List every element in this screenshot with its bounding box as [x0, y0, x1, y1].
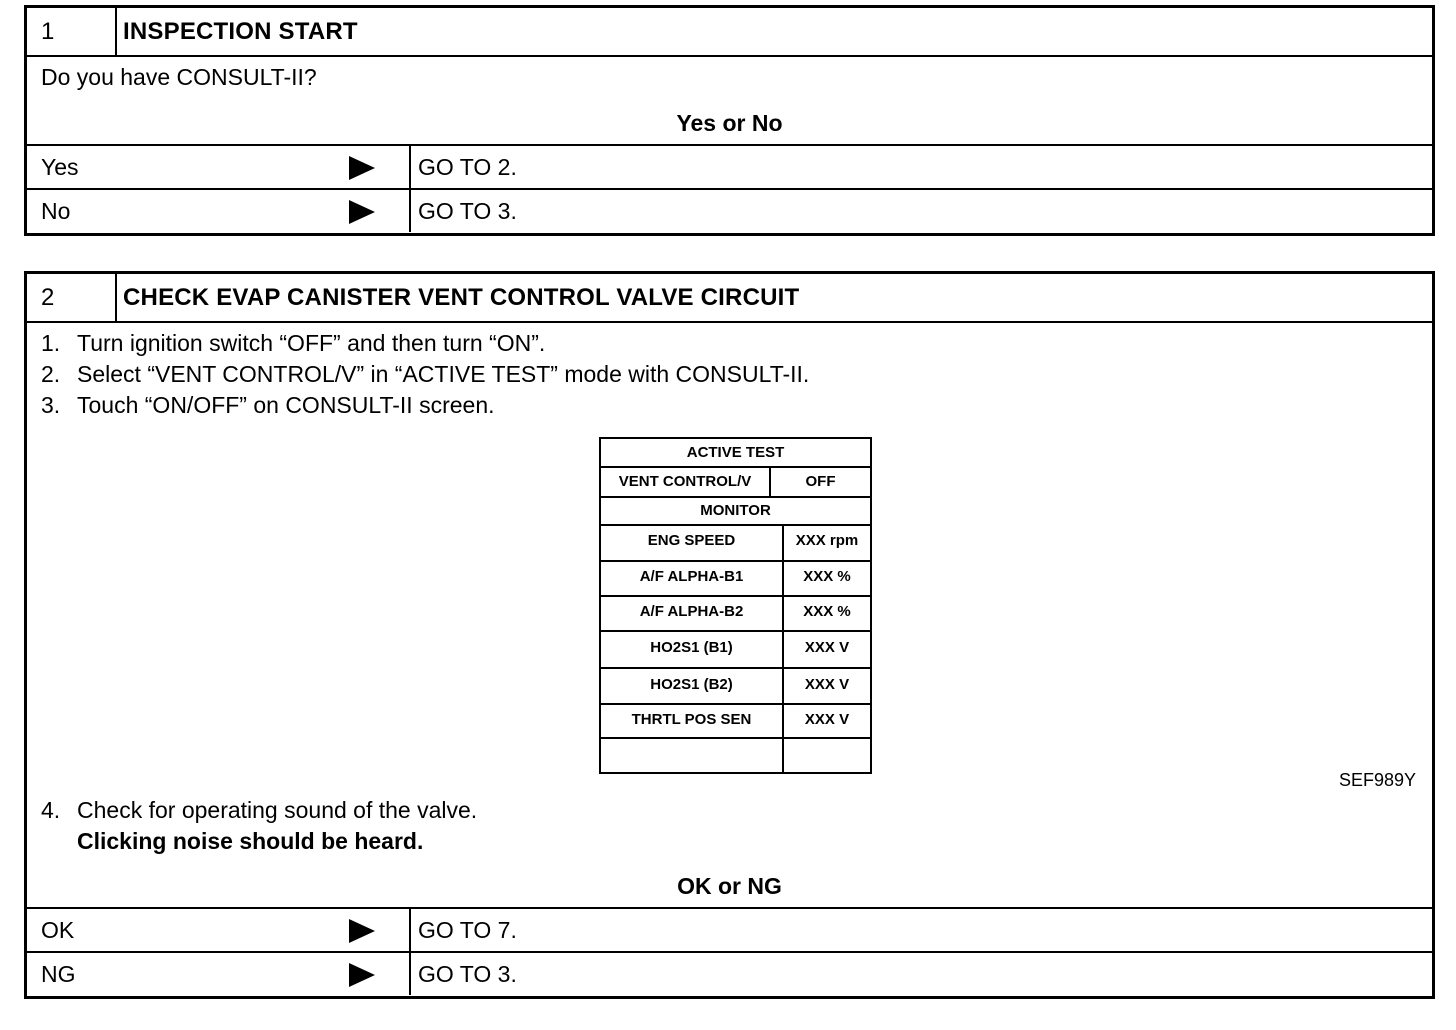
section-2-prompt: OK or NG	[677, 873, 782, 899]
monitor-item: A/F ALPHA-B1	[639, 568, 744, 585]
answer-divider	[409, 146, 411, 188]
monitor-item: HO2S1 (B1)	[650, 639, 733, 656]
answer-label: OK	[41, 917, 75, 943]
consult-test-item: VENT CONTROL/V	[618, 473, 752, 490]
answer-label: No	[41, 198, 71, 224]
consult-monitor-label: MONITOR	[700, 502, 771, 519]
answer-goto: GO TO 2.	[418, 154, 517, 180]
monitor-item: THRTL POS SEN	[631, 711, 752, 728]
consult-active-test-screen	[599, 437, 872, 774]
section-1-number: 1	[41, 18, 55, 45]
section-1-question: Do you have CONSULT-II?	[41, 64, 317, 90]
section-1-header	[27, 8, 1432, 57]
monitor-value: XXX rpm	[795, 532, 859, 549]
header-divider	[115, 274, 117, 321]
step-4: 4. Check for operating sound of the valve.	[41, 797, 478, 823]
answer-divider	[409, 953, 411, 995]
step-4-note: Clicking noise should be heard.	[77, 828, 424, 854]
step-2: 2. Select “VENT CONTROL/V” in “ACTIVE TEST” mode with CONSULT-II.	[41, 361, 810, 387]
monitor-value: XXX %	[803, 568, 851, 585]
answer-row-no[interactable]	[27, 190, 1432, 232]
section-2-check-evap-canister	[24, 271, 1435, 999]
answer-row-ok[interactable]	[27, 909, 1432, 951]
monitor-value: XXX %	[803, 603, 851, 620]
section-1-inspection-start	[24, 5, 1435, 236]
consult-header: ACTIVE TEST	[686, 444, 785, 461]
step-4-block	[41, 795, 477, 857]
section-2-header	[27, 274, 1432, 323]
monitor-item: A/F ALPHA-B2	[639, 603, 744, 620]
answer-row-ng[interactable]	[27, 953, 1432, 995]
header-divider	[115, 8, 117, 55]
arrow-right-icon	[349, 919, 375, 943]
step-3: 3. Touch “ON/OFF” on CONSULT-II screen.	[41, 392, 495, 418]
answer-goto: GO TO 3.	[418, 198, 517, 224]
monitor-value: XXX V	[804, 639, 850, 656]
monitor-value: XXX V	[804, 676, 850, 693]
section-1-prompt: Yes or No	[676, 110, 783, 136]
answer-goto: GO TO 7.	[418, 917, 517, 943]
answer-label: Yes	[41, 154, 79, 180]
monitor-value: XXX V	[804, 711, 850, 728]
answer-divider	[409, 190, 411, 232]
monitor-item: HO2S1 (B2)	[650, 676, 733, 693]
answer-goto: GO TO 3.	[418, 961, 517, 987]
arrow-right-icon	[349, 963, 375, 987]
answer-divider	[409, 909, 411, 951]
answer-row-yes[interactable]	[27, 146, 1432, 188]
procedure-steps	[41, 328, 809, 421]
arrow-right-icon	[349, 156, 375, 180]
answer-label: NG	[41, 961, 76, 987]
monitor-item: ENG SPEED	[647, 532, 736, 549]
section-2-number: 2	[41, 284, 55, 311]
section-1-title: INSPECTION START	[123, 18, 358, 45]
arrow-right-icon	[349, 200, 375, 224]
consult-test-value: OFF	[805, 473, 836, 490]
figure-id: SEF989Y	[1338, 770, 1416, 790]
section-2-title: CHECK EVAP CANISTER VENT CONTROL VALVE CIRCUIT	[123, 284, 800, 311]
step-1: 1. Turn ignition switch “OFF” and then turn “ON”.	[41, 330, 546, 356]
